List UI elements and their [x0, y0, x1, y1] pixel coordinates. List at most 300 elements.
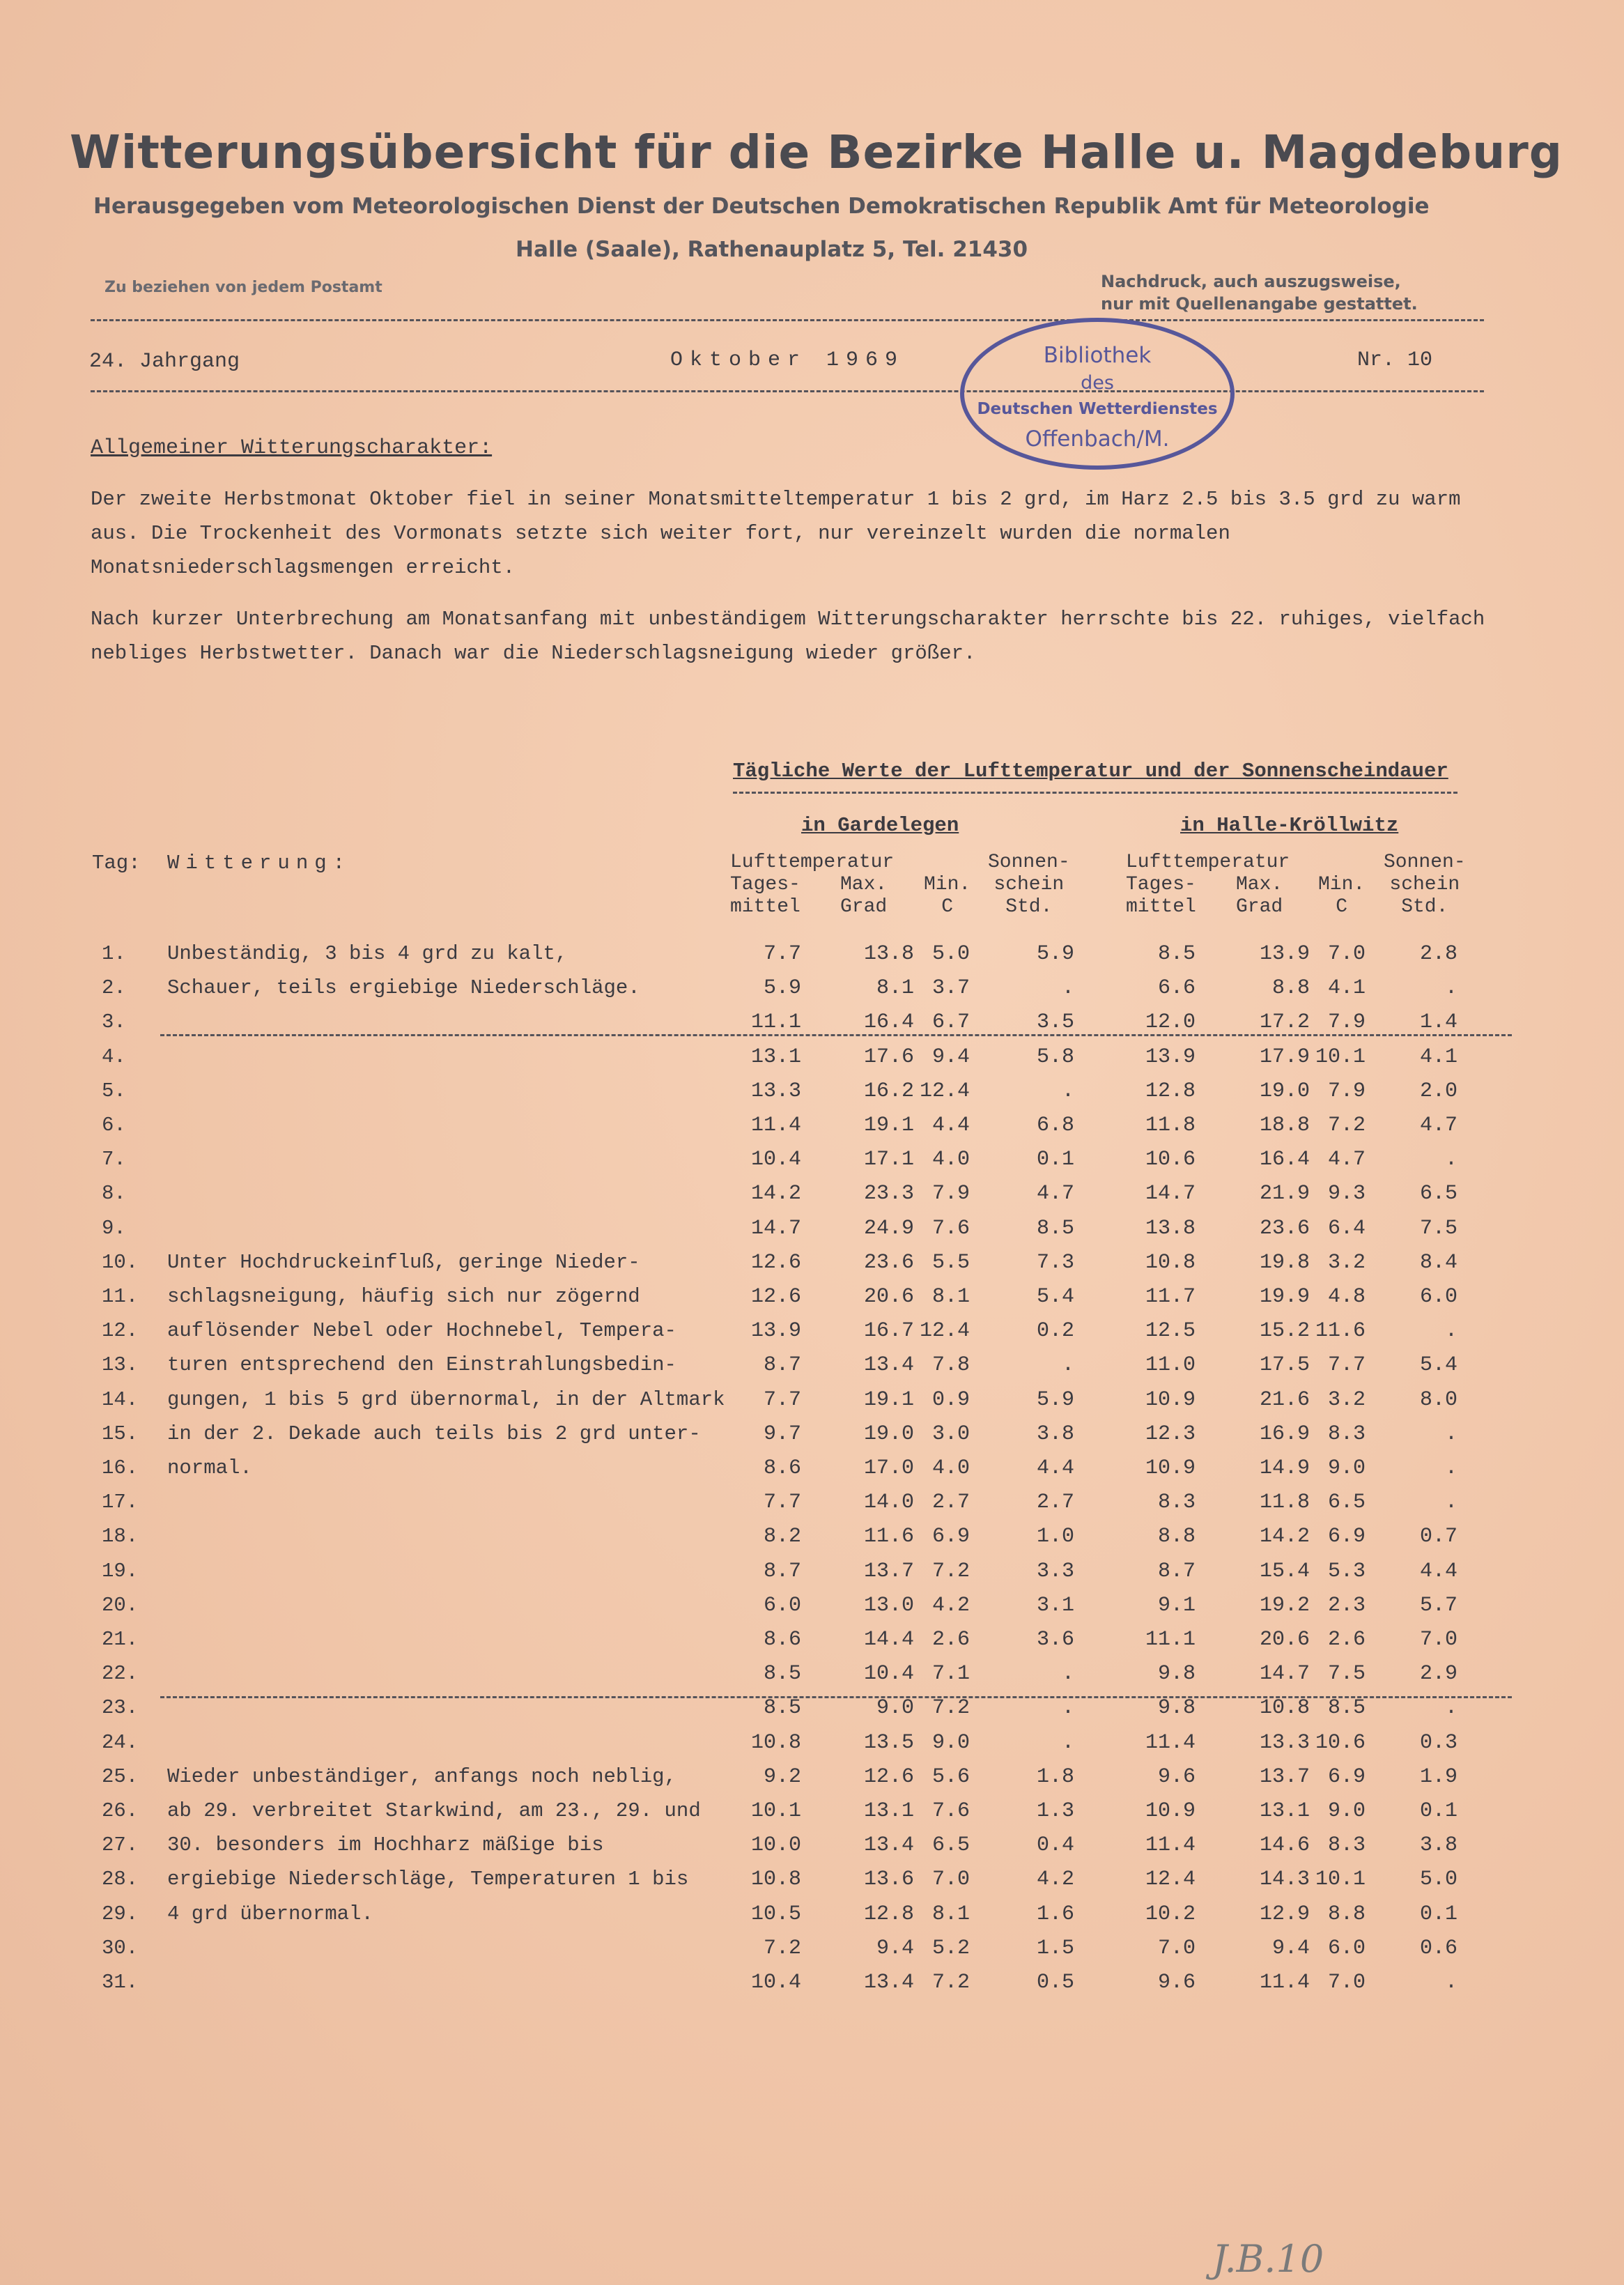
weather-text-line: Schauer, teils ergiebige Niederschläge. [167, 976, 640, 999]
day-label: 4. [102, 1045, 126, 1068]
cell-sun-a: 3.5 [1036, 1010, 1074, 1034]
cell-max-b: 17.5 [1259, 1353, 1310, 1377]
cell-mean-b: 11.4 [1145, 1731, 1196, 1755]
cell-mean-b: 8.5 [1157, 942, 1196, 966]
cell-max-b: 19.8 [1259, 1251, 1310, 1275]
cell-min-a: 7.2 [931, 1696, 970, 1720]
cell-mean-b: 13.9 [1145, 1045, 1196, 1069]
cell-max-b: 21.6 [1259, 1388, 1310, 1412]
cell-sun-b: 8.0 [1419, 1388, 1457, 1412]
cell-max-a: 13.4 [863, 1833, 914, 1857]
cell-mean-b: 6.6 [1157, 976, 1196, 1000]
cell-mean-a: 7.7 [763, 1388, 801, 1412]
weather-text-line: Wieder unbeständiger, anfangs noch neblig, [167, 1765, 676, 1788]
cell-min-b: 9.0 [1327, 1799, 1366, 1823]
cell-sun-a: 3.1 [1036, 1594, 1074, 1617]
cell-mean-b: 12.5 [1145, 1319, 1196, 1343]
cell-sun-b: 0.1 [1419, 1799, 1457, 1823]
cell-sun-b: . [1444, 1422, 1457, 1446]
cell-max-b: 19.0 [1259, 1079, 1310, 1103]
cell-sun-b: 7.5 [1419, 1217, 1457, 1240]
cell-sun-b: 2.9 [1419, 1662, 1457, 1686]
cell-sun-a: 0.5 [1036, 1971, 1074, 1994]
cell-max-a: 11.6 [863, 1525, 914, 1548]
cell-max-b: 15.2 [1259, 1319, 1310, 1343]
cell-max-a: 19.0 [863, 1422, 914, 1446]
cell-mean-b: 9.6 [1157, 1971, 1196, 1994]
cell-sun-b: . [1444, 1971, 1457, 1994]
cell-sun-a: . [1061, 1353, 1074, 1377]
cell-min-b: 3.2 [1327, 1251, 1366, 1275]
cell-mean-a: 10.4 [750, 1148, 801, 1171]
cell-mean-a: 10.1 [750, 1799, 801, 1823]
day-label: 31. [102, 1971, 139, 1994]
divider-top [91, 319, 1484, 321]
cell-mean-b: 7.0 [1157, 1937, 1196, 1960]
cell-max-b: 19.9 [1259, 1285, 1310, 1309]
header-mean-a: Tages- mittel [730, 874, 801, 918]
day-label: 23. [102, 1696, 139, 1719]
cell-min-b: 6.5 [1327, 1491, 1366, 1514]
cell-max-a: 13.1 [863, 1799, 914, 1823]
header-temp-a: Lufttemperatur [730, 852, 895, 873]
cell-max-a: 24.9 [863, 1217, 914, 1240]
cell-min-a: 5.2 [931, 1937, 970, 1960]
day-label: 13. [102, 1353, 139, 1376]
divider-issue [91, 390, 1484, 392]
day-label: 26. [102, 1799, 139, 1822]
cell-max-b: 14.2 [1259, 1525, 1310, 1548]
day-label: 18. [102, 1525, 139, 1548]
cell-sun-a: . [1061, 1662, 1074, 1686]
cell-mean-a: 12.6 [750, 1285, 801, 1309]
cell-min-b: 6.9 [1327, 1765, 1366, 1789]
cell-sun-b: 0.7 [1419, 1525, 1457, 1548]
cell-max-b: 15.4 [1259, 1560, 1310, 1583]
day-label: 2. [102, 976, 126, 999]
cell-mean-b: 9.8 [1157, 1696, 1196, 1720]
cell-max-b: 20.6 [1259, 1628, 1310, 1652]
reprint-note-line1: Nachdruck, auch auszugsweise, [1101, 272, 1401, 291]
cell-min-a: 2.6 [931, 1628, 970, 1652]
cell-max-b: 13.9 [1259, 942, 1310, 966]
summary-paragraph-2: Nach kurzer Unterbrechung am Monatsanfang mit unbeständigem Witterungscharakter herrschte bis 22. ruhiges, vielfach nebliges Herbstwetter. Danach war die Niederschlagsneigung wieder größer. [91, 608, 1485, 665]
cell-max-b: 13.7 [1259, 1765, 1310, 1789]
cell-mean-b: 13.8 [1145, 1217, 1196, 1240]
issue-month: Oktober 1969 [670, 348, 905, 372]
cell-sun-b: . [1444, 1491, 1457, 1514]
cell-mean-a: 5.9 [763, 976, 801, 1000]
library-stamp [960, 318, 1235, 470]
cell-sun-b: . [1444, 1319, 1457, 1343]
cell-mean-a: 8.5 [763, 1662, 801, 1686]
cell-min-a: 7.2 [931, 1971, 970, 1994]
day-label: 5. [102, 1079, 126, 1102]
day-label: 8. [102, 1182, 126, 1205]
cell-sun-a: 4.4 [1036, 1456, 1074, 1480]
cell-mean-b: 9.1 [1157, 1594, 1196, 1617]
cell-min-a: 4.0 [931, 1148, 970, 1171]
cell-min-a: 3.7 [931, 976, 970, 1000]
cell-max-a: 16.4 [863, 1010, 914, 1034]
cell-max-b: 21.9 [1259, 1182, 1310, 1206]
cell-sun-b: 6.0 [1419, 1285, 1457, 1309]
publisher-line: Herausgegeben vom Meteorologischen Dienst der Deutschen Demokratischen Republik Amt für Meteorologie [93, 194, 1430, 219]
cell-mean-a: 6.0 [763, 1594, 801, 1617]
cell-mean-b: 11.8 [1145, 1114, 1196, 1137]
cell-sun-a: . [1061, 976, 1074, 1000]
cell-sun-a: 4.7 [1036, 1182, 1074, 1206]
day-label: 1. [102, 942, 126, 965]
cell-mean-a: 13.9 [750, 1319, 801, 1343]
cell-mean-a: 10.0 [750, 1833, 801, 1857]
cell-max-a: 12.6 [863, 1765, 914, 1789]
cell-mean-b: 10.9 [1145, 1456, 1196, 1480]
cell-mean-b: 11.1 [1145, 1628, 1196, 1652]
cell-max-b: 9.4 [1271, 1937, 1310, 1960]
cell-sun-a: 5.9 [1036, 942, 1074, 966]
cell-mean-b: 12.8 [1145, 1079, 1196, 1103]
cell-sun-a: 1.8 [1036, 1765, 1074, 1789]
header-min-b: Min. C [1318, 874, 1366, 918]
column-day: Tag: [92, 852, 141, 875]
weather-text-line: in der 2. Dekade auch teils bis 2 grd unter- [167, 1422, 701, 1445]
cell-max-a: 13.8 [863, 942, 914, 966]
cell-max-a: 9.0 [876, 1696, 914, 1720]
weather-text-line: 4 grd übernormal. [167, 1902, 373, 1925]
cell-max-a: 19.1 [863, 1388, 914, 1412]
cell-sun-b: 0.1 [1419, 1902, 1457, 1926]
day-label: 19. [102, 1560, 139, 1583]
cell-max-a: 19.1 [863, 1114, 914, 1137]
cell-sun-b: 8.4 [1419, 1251, 1457, 1275]
cell-sun-b: 2.8 [1419, 942, 1457, 966]
reprint-note [1101, 270, 1418, 315]
stamp-line1: Bibliothek [1043, 343, 1152, 368]
bulletin-title: Witterungsübersicht für die Bezirke Halle u. Magdeburg [70, 125, 1563, 179]
cell-sun-b: 4.4 [1419, 1560, 1457, 1583]
cell-sun-a: 0.4 [1036, 1833, 1074, 1857]
cell-min-a: 7.6 [931, 1799, 970, 1823]
cell-mean-b: 8.7 [1157, 1560, 1196, 1583]
cell-sun-b: 6.5 [1419, 1182, 1457, 1206]
cell-max-a: 14.4 [863, 1628, 914, 1652]
cell-min-b: 8.3 [1327, 1422, 1366, 1446]
cell-mean-a: 14.2 [750, 1182, 801, 1206]
cell-mean-a: 7.7 [763, 942, 801, 966]
cell-min-a: 9.4 [931, 1045, 970, 1069]
reprint-note-line2: nur mit Quellenangabe gestattet. [1101, 294, 1418, 314]
cell-mean-a: 9.2 [763, 1765, 801, 1789]
weather-text-line: Unbeständig, 3 bis 4 grd zu kalt, [167, 942, 568, 965]
cell-min-b: 10.6 [1315, 1731, 1366, 1755]
cell-mean-a: 8.6 [763, 1628, 801, 1652]
day-label: 30. [102, 1937, 139, 1960]
cell-sun-a: 5.9 [1036, 1388, 1074, 1412]
cell-sun-b: . [1444, 1456, 1457, 1480]
cell-max-b: 11.4 [1259, 1971, 1310, 1994]
cell-mean-a: 12.6 [750, 1251, 801, 1275]
cell-sun-a: 3.6 [1036, 1628, 1074, 1652]
day-label: 22. [102, 1662, 139, 1685]
cell-max-a: 13.0 [863, 1594, 914, 1617]
cell-max-b: 18.8 [1259, 1114, 1310, 1137]
cell-mean-a: 10.5 [750, 1902, 801, 1926]
cell-sun-b: 1.4 [1419, 1010, 1457, 1034]
header-max-a: Max. Grad [840, 874, 888, 918]
cell-min-a: 9.0 [931, 1731, 970, 1755]
cell-min-a: 6.7 [931, 1010, 970, 1034]
cell-max-a: 17.0 [863, 1456, 914, 1480]
cell-min-a: 4.4 [931, 1114, 970, 1137]
day-label: 27. [102, 1833, 139, 1856]
day-label: 6. [102, 1114, 126, 1137]
cell-sun-b: 3.8 [1419, 1833, 1457, 1857]
day-label: 11. [102, 1285, 139, 1308]
cell-sun-a: 4.2 [1036, 1868, 1074, 1891]
cell-max-b: 10.8 [1259, 1696, 1310, 1720]
cell-min-a: 3.0 [931, 1422, 970, 1446]
station-gardelegen: in Gardelegen [801, 814, 959, 837]
cell-max-a: 9.4 [876, 1937, 914, 1960]
cell-mean-b: 8.3 [1157, 1491, 1196, 1514]
cell-min-b: 7.0 [1327, 1971, 1366, 1994]
cell-sun-b: 4.7 [1419, 1114, 1457, 1137]
cell-min-a: 7.6 [931, 1217, 970, 1240]
cell-max-a: 16.7 [863, 1319, 914, 1343]
cell-min-a: 8.1 [931, 1902, 970, 1926]
day-label: 3. [102, 1010, 126, 1033]
cell-mean-b: 10.6 [1145, 1148, 1196, 1171]
cell-min-b: 7.2 [1327, 1114, 1366, 1137]
stamp-line2: des [1081, 372, 1114, 394]
day-label: 15. [102, 1422, 139, 1445]
cell-min-b: 9.3 [1327, 1182, 1366, 1206]
cell-max-b: 12.9 [1259, 1902, 1310, 1926]
stamp-line4: Offenbach/M. [1025, 426, 1170, 452]
header-temp-b: Lufttemperatur [1126, 852, 1290, 873]
weather-text-line: schlagsneigung, häufig sich nur zögernd [167, 1285, 640, 1308]
cell-sun-b: 1.9 [1419, 1765, 1457, 1789]
cell-min-b: 6.4 [1327, 1217, 1366, 1240]
cell-mean-b: 10.9 [1145, 1388, 1196, 1412]
cell-max-b: 16.4 [1259, 1148, 1310, 1171]
cell-sun-b: . [1444, 1696, 1457, 1720]
cell-min-b: 8.5 [1327, 1696, 1366, 1720]
cell-max-b: 13.3 [1259, 1731, 1310, 1755]
section-heading: Allgemeiner Witterungscharakter: [91, 436, 493, 460]
cell-max-a: 8.1 [876, 976, 914, 1000]
cell-mean-a: 13.3 [750, 1079, 801, 1103]
cell-max-b: 13.1 [1259, 1799, 1310, 1823]
cell-min-a: 8.1 [931, 1285, 970, 1309]
day-label: 20. [102, 1594, 139, 1617]
cell-sun-b: 4.1 [1419, 1045, 1457, 1069]
cell-mean-b: 10.9 [1145, 1799, 1196, 1823]
cell-max-b: 11.8 [1259, 1491, 1310, 1514]
stamp-line3: Deutschen Wetterdienstes [977, 400, 1218, 418]
cell-min-b: 6.9 [1327, 1525, 1366, 1548]
day-label: 28. [102, 1868, 139, 1891]
day-label: 16. [102, 1456, 139, 1479]
day-label: 29. [102, 1902, 139, 1925]
cell-min-b: 8.8 [1327, 1902, 1366, 1926]
cell-min-b: 5.3 [1327, 1560, 1366, 1583]
cell-min-a: 4.2 [931, 1594, 970, 1617]
availability-note: Zu beziehen von jedem Postamt [105, 279, 382, 296]
cell-min-a: 5.0 [931, 942, 970, 966]
weather-text-line: turen entsprechend den Einstrahlungsbedin- [167, 1353, 676, 1376]
cell-max-a: 20.6 [863, 1285, 914, 1309]
cell-mean-b: 10.8 [1145, 1251, 1196, 1275]
cell-mean-b: 12.4 [1145, 1868, 1196, 1891]
cell-max-a: 13.4 [863, 1971, 914, 1994]
cell-min-a: 4.0 [931, 1456, 970, 1480]
cell-mean-a: 14.7 [750, 1217, 801, 1240]
cell-mean-a: 10.8 [750, 1868, 801, 1891]
cell-mean-a: 7.7 [763, 1491, 801, 1514]
weather-text-line: 30. besonders im Hochharz mäßige bis [167, 1833, 604, 1856]
cell-mean-b: 11.0 [1145, 1353, 1196, 1377]
cell-min-b: 4.8 [1327, 1285, 1366, 1309]
cell-max-a: 10.4 [863, 1662, 914, 1686]
cell-sun-a: 1.6 [1036, 1902, 1074, 1926]
cell-max-a: 17.1 [863, 1148, 914, 1171]
cell-min-a: 2.7 [931, 1491, 970, 1514]
cell-sun-a: . [1061, 1731, 1074, 1755]
cell-min-a: 7.0 [931, 1868, 970, 1891]
cell-min-b: 7.9 [1327, 1010, 1366, 1034]
cell-sun-a: 5.8 [1036, 1045, 1074, 1069]
cell-min-a: 6.5 [931, 1833, 970, 1857]
cell-mean-a: 10.8 [750, 1731, 801, 1755]
day-label: 7. [102, 1148, 126, 1171]
divider-after-day3 [160, 1034, 1512, 1036]
cell-mean-a: 13.1 [750, 1045, 801, 1069]
cell-min-a: 5.5 [931, 1251, 970, 1275]
cell-max-a: 13.7 [863, 1560, 914, 1583]
cell-max-b: 14.6 [1259, 1833, 1310, 1857]
cell-mean-b: 12.0 [1145, 1010, 1196, 1034]
cell-sun-a: . [1061, 1079, 1074, 1103]
cell-mean-b: 11.4 [1145, 1833, 1196, 1857]
cell-sun-b: 2.0 [1419, 1079, 1457, 1103]
cell-mean-a: 8.7 [763, 1353, 801, 1377]
station-halle: in Halle-Kröllwitz [1180, 814, 1399, 837]
cell-min-b: 3.2 [1327, 1388, 1366, 1412]
cell-min-b: 4.7 [1327, 1148, 1366, 1171]
cell-max-b: 8.8 [1271, 976, 1310, 1000]
cell-sun-a: 0.2 [1036, 1319, 1074, 1343]
cell-min-a: 5.6 [931, 1765, 970, 1789]
cell-min-a: 0.9 [931, 1388, 970, 1412]
cell-max-a: 16.2 [863, 1079, 914, 1103]
cell-sun-a: . [1061, 1696, 1074, 1720]
cell-sun-a: 0.1 [1036, 1148, 1074, 1171]
table-title: Tägliche Werte der Lufttemperatur und der Sonnenscheindauer [733, 760, 1448, 783]
cell-min-a: 7.9 [931, 1182, 970, 1206]
cell-mean-b: 14.7 [1145, 1182, 1196, 1206]
cell-max-b: 17.2 [1259, 1010, 1310, 1034]
weather-text-line: gungen, 1 bis 5 grd übernormal, in der Altmark [167, 1388, 725, 1411]
cell-min-b: 7.0 [1327, 942, 1366, 966]
cell-sun-a: 7.3 [1036, 1251, 1074, 1275]
cell-mean-b: 12.3 [1145, 1422, 1196, 1446]
cell-sun-b: 5.7 [1419, 1594, 1457, 1617]
header-sun-b: Sonnen- schein Std. [1384, 852, 1466, 918]
cell-max-b: 17.9 [1259, 1045, 1310, 1069]
cell-mean-a: 11.1 [750, 1010, 801, 1034]
cell-sun-b: 7.0 [1419, 1628, 1457, 1652]
cell-sun-b: 5.0 [1419, 1868, 1457, 1891]
day-label: 17. [102, 1491, 139, 1514]
summary-paragraph-1: Der zweite Herbstmonat Oktober fiel in seiner Monatsmitteltemperatur 1 bis 2 grd, im Harz 2.5 bis 3.5 grd zu warm aus. Die Trockenheit des Vormonats setzte sich weiter fort, nur vereinzelt wurden die normalen Monatsniederschlagsmengen erreicht. [91, 488, 1461, 579]
cell-min-b: 9.0 [1327, 1456, 1366, 1480]
cell-max-b: 16.9 [1259, 1422, 1310, 1446]
cell-mean-a: 8.2 [763, 1525, 801, 1548]
cell-min-b: 6.0 [1327, 1937, 1366, 1960]
cell-max-a: 23.3 [863, 1182, 914, 1206]
cell-sun-a: 1.5 [1036, 1937, 1074, 1960]
cell-sun-b: 0.3 [1419, 1731, 1457, 1755]
cell-sun-a: 5.4 [1036, 1285, 1074, 1309]
issue-number: Nr. 10 [1357, 348, 1433, 372]
cell-mean-b: 9.8 [1157, 1662, 1196, 1686]
cell-min-a: 7.2 [931, 1560, 970, 1583]
cell-sun-a: 2.7 [1036, 1491, 1074, 1514]
volume-label: 24. Jahrgang [89, 350, 240, 374]
cell-max-a: 17.6 [863, 1045, 914, 1069]
cell-max-a: 13.6 [863, 1868, 914, 1891]
cell-min-a: 12.4 [919, 1079, 970, 1103]
day-label: 24. [102, 1731, 139, 1754]
header-sun-a: Sonnen- schein Std. [988, 852, 1070, 918]
weather-text-line: normal. [167, 1456, 252, 1479]
cell-min-b: 7.9 [1327, 1079, 1366, 1103]
cell-sun-b: . [1444, 1148, 1457, 1171]
cell-max-a: 13.4 [863, 1353, 914, 1377]
cell-min-b: 7.7 [1327, 1353, 1366, 1377]
cell-sun-a: 1.3 [1036, 1799, 1074, 1823]
cell-mean-a: 9.7 [763, 1422, 801, 1446]
cell-mean-b: 10.2 [1145, 1902, 1196, 1926]
cell-min-a: 7.1 [931, 1662, 970, 1686]
cell-sun-a: 3.3 [1036, 1560, 1074, 1583]
weather-text-line: Unter Hochdruckeinfluß, geringe Nieder- [167, 1251, 640, 1274]
cell-min-b: 8.3 [1327, 1833, 1366, 1857]
day-label: 14. [102, 1388, 139, 1411]
handwritten-annotation: J.B.10 [1212, 2237, 1324, 2281]
cell-min-b: 10.1 [1315, 1045, 1366, 1069]
header-mean-b: Tages- mittel [1126, 874, 1196, 918]
weather-text-line: auflösender Nebel oder Hochnebel, Tempera- [167, 1319, 676, 1342]
cell-mean-b: 9.6 [1157, 1765, 1196, 1789]
cell-mean-a: 8.5 [763, 1696, 801, 1720]
cell-max-b: 14.3 [1259, 1868, 1310, 1891]
cell-max-b: 14.9 [1259, 1456, 1310, 1480]
cell-mean-a: 11.4 [750, 1114, 801, 1137]
cell-sun-b: 0.6 [1419, 1937, 1457, 1960]
cell-max-b: 14.7 [1259, 1662, 1310, 1686]
cell-sun-a: 8.5 [1036, 1217, 1074, 1240]
cell-sun-a: 6.8 [1036, 1114, 1074, 1137]
cell-mean-b: 11.7 [1145, 1285, 1196, 1309]
column-weather: Witterung: [167, 852, 352, 875]
cell-max-a: 14.0 [863, 1491, 914, 1514]
header-max-b: Max. Grad [1236, 874, 1283, 918]
weather-text-line: ab 29. verbreitet Starkwind, am 23., 29. und [167, 1799, 701, 1822]
cell-sun-b: 5.4 [1419, 1353, 1457, 1377]
